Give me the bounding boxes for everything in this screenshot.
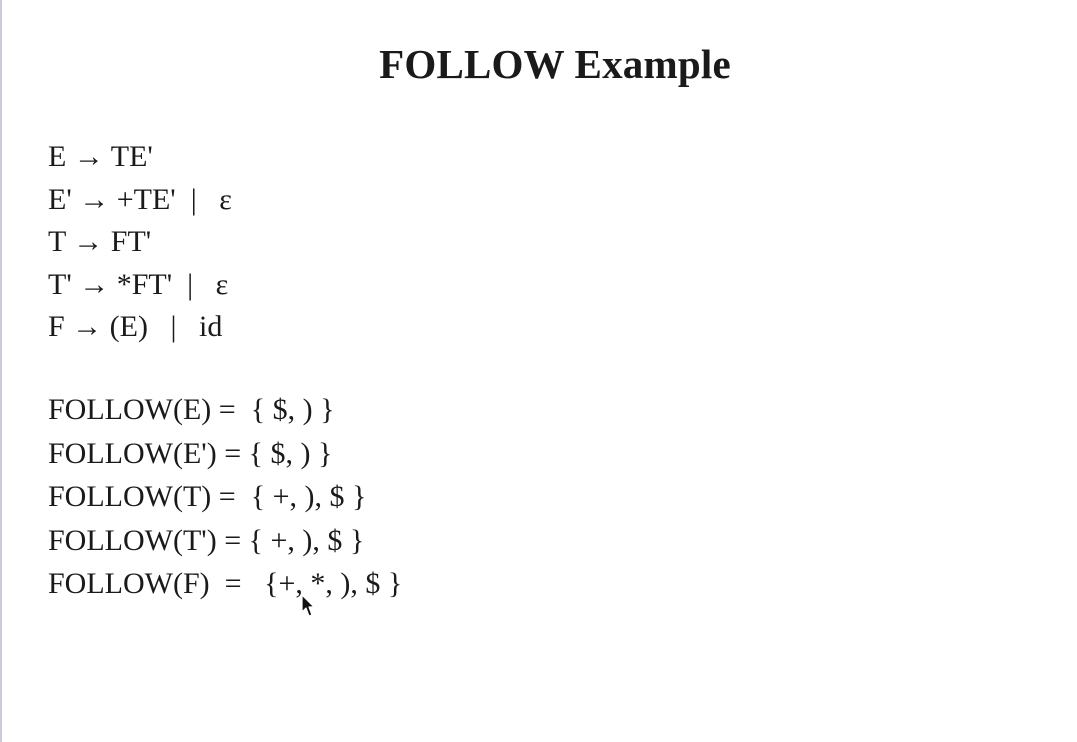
slide-title: FOLLOW Example — [379, 41, 731, 87]
production-e: E → TE' — [48, 140, 153, 173]
follow-t-prime: FOLLOW(T') = { +, ), $ } — [48, 523, 365, 557]
follow-f: FOLLOW(F) = {+, *, ), $ } — [48, 567, 403, 600]
slide-border — [0, 0, 2, 742]
production-f: F → (E) | id — [48, 310, 223, 343]
follow-e-prime: FOLLOW(E') = { $, ) } — [48, 436, 333, 470]
production-t-prime: T' → *FT' | ε — [48, 267, 229, 301]
mouse-pointer-icon — [301, 594, 317, 618]
grammar-productions — [48, 138, 232, 351]
follow-sets — [48, 390, 402, 608]
production-t: T → FT' — [48, 225, 152, 258]
follow-t: FOLLOW(T) = { +, ), $ } — [48, 480, 367, 513]
production-e-prime: E' → +TE' | ε — [48, 182, 232, 216]
follow-e: FOLLOW(E) = { $, ) } — [48, 393, 335, 426]
